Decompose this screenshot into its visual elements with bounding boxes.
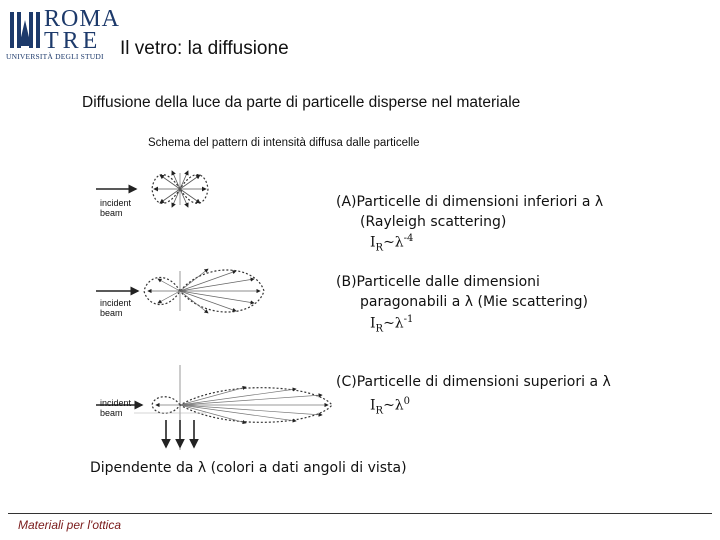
incident-beam-label-c: incident beam: [100, 398, 132, 418]
large-particle-pattern: [96, 365, 332, 450]
case-b-formula: $I_R\sim\lambda^{-1}$: [370, 314, 414, 335]
scattering-pattern-diagram: [96, 165, 336, 460]
case-c-description: (C)Particelle di dimensioni superiori a λ: [336, 374, 611, 390]
incident-beam-label-a: incident beam: [100, 198, 132, 218]
logo-tre-text: TRE: [44, 28, 102, 54]
footer-course-title: Materiali per l'ottica: [18, 518, 121, 532]
case-a-formula: $I_R\sim\lambda^{-4}$: [370, 233, 414, 254]
wavelength-dependence-note: Dipendente da λ (colori a dati angoli di vista): [90, 460, 407, 476]
incident-beam-label-b: incident beam: [100, 298, 132, 318]
logo-emblem-icon: [8, 10, 42, 50]
case-c-formula: $I_R\sim\lambda^0$: [370, 396, 411, 417]
footer-divider: [8, 513, 712, 514]
slide-subtitle: Diffusione della luce da parte di particelle disperse nel materiale: [82, 94, 521, 111]
schema-caption: Schema del pattern di intensità diffusa dalle particelle: [148, 137, 420, 149]
slide-title: Il vetro: la diffusione: [120, 38, 289, 59]
logo-university-text: UNIVERSITÀ DEGLI STUDI: [6, 52, 104, 61]
case-b-description: (B)Particelle dalle dimensioni paragonabili a λ (Mie scattering): [336, 274, 588, 310]
logo-roma-text: ROMA: [44, 6, 121, 32]
university-logo: [6, 6, 121, 62]
case-a-description: (A)Particelle di dimensioni inferiori a λ (Rayleigh scattering): [336, 194, 604, 230]
viewing-direction-arrows: [166, 420, 194, 447]
